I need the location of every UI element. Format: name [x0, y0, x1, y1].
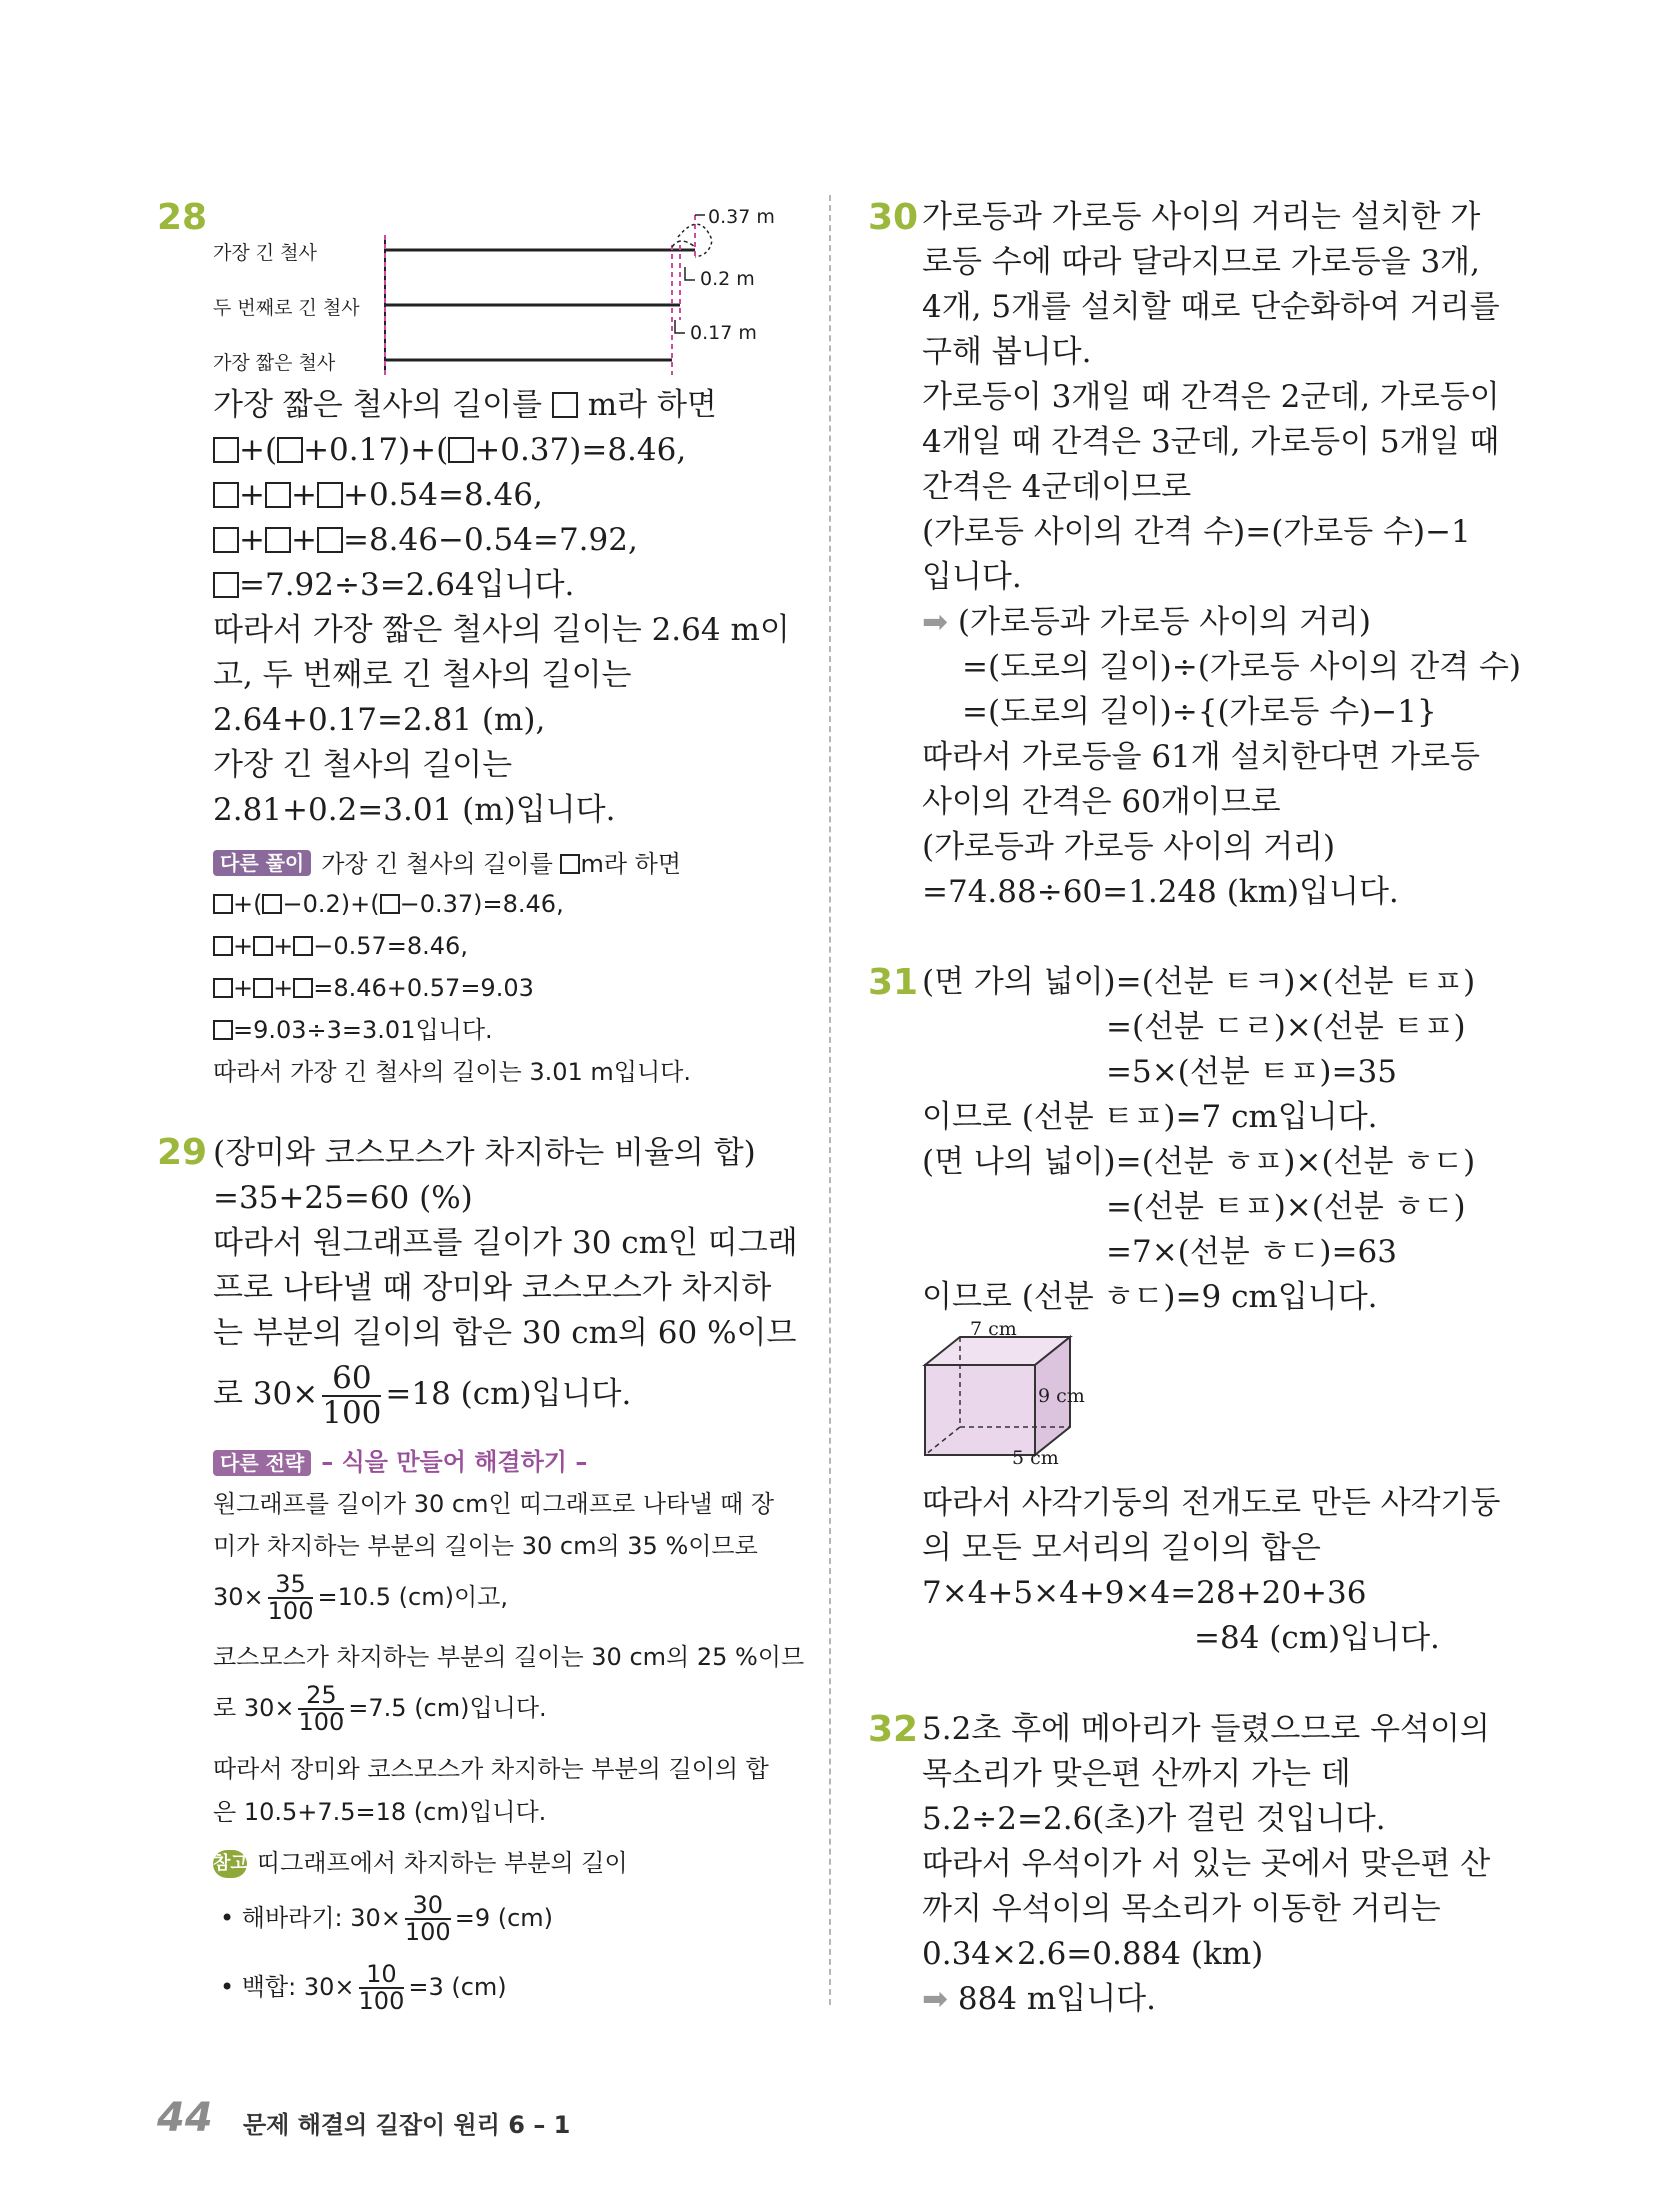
column-divider	[829, 195, 831, 2005]
solution-line: 는 부분의 길이의 합은 30 cm의 60 %이므	[213, 1315, 797, 1351]
denominator: 100	[358, 1987, 405, 2016]
solution-line: 따라서 원그래프를 길이가 30 cm인 띠그래	[213, 1225, 798, 1261]
text: =8.46+0.57=9.03	[313, 974, 534, 1002]
blank-box	[213, 437, 239, 463]
fraction	[405, 1893, 451, 1945]
solution-line: 로등 수에 따라 달라지므로 가로등을 3개,	[922, 244, 1480, 280]
denominator: 100	[322, 1394, 382, 1431]
text: =10.5 (cm)이고,	[317, 1583, 508, 1612]
alt-line: + + −0.57=8.46,	[213, 934, 468, 958]
solution-line: 목소리가 맞은편 산까지 가는 데	[922, 1756, 1351, 1792]
solution-line: 따라서 사각기둥의 전개도로 만든 사각기둥	[922, 1485, 1501, 1521]
strategy-line: 원그래프를 길이가 30 cm인 띠그래프로 나타낼 때 장	[213, 1490, 775, 1518]
text: −0.57=8.46,	[313, 932, 468, 960]
solution-line: (면 나의 넓이)=(선분 ㅎㅍ)×(선분 ㅎㄷ)	[922, 1144, 1476, 1180]
text: =8.46−0.54=7.92,	[342, 522, 638, 558]
prism-right-label: 9 cm	[1038, 1385, 1085, 1407]
solution-line: =(도로의 길이)÷(가로등 사이의 간격 수)	[962, 649, 1521, 685]
numerator: 25	[298, 1683, 344, 1710]
blank-box	[317, 527, 343, 553]
solution-line: 가로등이 3개일 때 간격은 2군데, 가로등이	[922, 379, 1500, 415]
strategy-line: 코스모스가 차지하는 부분의 길이는 30 cm의 25 %이므	[213, 1643, 805, 1671]
solution-line: =7×(선분 ㅎㄷ)=63	[1106, 1234, 1397, 1270]
solution-line: 이므로 (선분 ㅌㅍ)=7 cm입니다.	[922, 1099, 1378, 1135]
solution-line: 5.2÷2=2.6(초)가 걸린 것입니다.	[922, 1801, 1386, 1837]
solution-line: 가로등과 가로등 사이의 거리는 설치한 가	[922, 199, 1481, 235]
solution-line: (면 가의 넓이)=(선분 ㅌㅋ)×(선분 ㅌㅍ)	[922, 964, 1476, 1000]
solution-line: (가로등과 가로등 사이의 거리)	[922, 829, 1336, 865]
solution-line: 따라서 가장 짧은 철사의 길이는 2.64 m이	[213, 612, 790, 648]
solution-line: =74.88÷60=1.248 (km)입니다.	[922, 874, 1399, 910]
label-longest-wire: 가장 긴 철사	[213, 242, 317, 264]
reference-line	[220, 1893, 553, 1945]
strategy-title: – 식을 만들어 해결하기 –	[321, 1448, 588, 1476]
problem-number: 30	[868, 197, 919, 238]
text: 띠그래프에서 차지하는 부분의 길이	[257, 1849, 628, 1877]
blank-box	[265, 527, 291, 553]
alt-line	[213, 1018, 493, 1042]
arrow-right-icon: ➡	[922, 604, 948, 640]
solution-line: =(선분 ㅌㅍ)×(선분 ㅎㄷ)	[1106, 1189, 1466, 1225]
solution-line	[213, 1362, 631, 1429]
numerator: 35	[268, 1572, 314, 1599]
blank-box	[262, 894, 282, 914]
book-title: 문제 해결의 길잡이 원리 6 – 1	[243, 2111, 571, 2139]
solution-line: 7×4+5×4+9×4=28+20+36	[922, 1575, 1367, 1611]
blank-box	[317, 482, 343, 508]
reference-line	[220, 1962, 507, 2014]
problem-number: 29	[157, 1132, 208, 1173]
solution-line: 고, 두 번째로 긴 철사의 길이는	[213, 657, 632, 693]
solution-line: 2.64+0.17=2.81 (m),	[213, 702, 546, 738]
strategy-badge: 다른 전략	[213, 1450, 311, 1476]
prism-top-label: 7 cm	[970, 1318, 1017, 1340]
arrow-right-icon: ➡	[922, 1981, 948, 2017]
page-number: 44	[157, 2095, 213, 2141]
blank-box	[380, 894, 400, 914]
solution-line: 5.2초 후에 메아리가 들렸으므로 우석이의	[922, 1711, 1490, 1747]
solution-line: =84 (cm)입니다.	[1194, 1620, 1440, 1656]
solution-line: 의 모든 모서리의 길이의 합은	[922, 1530, 1321, 1566]
text: 로 30×	[213, 1376, 319, 1413]
solution-line: 까지 우석이의 목소리가 이동한 거리는	[922, 1891, 1441, 1927]
solution-line: 4개, 5개를 설치할 때로 단순화하여 거리를	[922, 289, 1500, 325]
label-shortest-wire: 가장 짧은 철사	[213, 352, 336, 374]
label-second-wire: 두 번째로 긴 철사	[213, 297, 360, 319]
solution-line: =5×(선분 ㅌㅍ)=35	[1106, 1054, 1397, 1090]
blank-box	[213, 527, 239, 553]
blank-box	[277, 437, 303, 463]
text: 로 30×	[213, 1694, 295, 1723]
numerator: 10	[359, 1962, 405, 1989]
reference-header	[213, 1850, 628, 1878]
text: m라 하면	[580, 850, 681, 878]
text: +0.17)+(	[303, 432, 449, 468]
solution-line	[213, 432, 687, 468]
blank-box	[265, 482, 291, 508]
solution-line: =35+25=60 (%)	[213, 1180, 473, 1216]
text: =7.5 (cm)입니다.	[348, 1694, 547, 1723]
alt-line: +( −0.2)+( −0.37)=8.46,	[213, 892, 564, 916]
text: =9.03÷3=3.01입니다.	[233, 1016, 493, 1044]
blank-box	[213, 1020, 233, 1040]
alt-solution-badge: 다른 풀이	[213, 850, 311, 876]
solution-line: =(도로의 길이)÷{(가로등 수)−1}	[962, 694, 1437, 730]
blank-box	[213, 482, 239, 508]
blank-box	[213, 978, 233, 998]
fraction	[298, 1683, 344, 1735]
text: +0.54=8.46,	[342, 477, 543, 513]
fraction	[322, 1362, 381, 1429]
solution-line	[213, 387, 717, 423]
solution-line	[922, 604, 1371, 640]
text: =9 (cm)	[454, 1904, 554, 1933]
solution-line: 사이의 간격은 60개이므로	[922, 784, 1281, 820]
fraction	[268, 1572, 314, 1624]
solution-line: 따라서 우석이가 서 있는 곳에서 맞은편 산	[922, 1846, 1491, 1882]
text: (가로등과 가로등 사이의 거리)	[957, 604, 1371, 640]
blank-box	[213, 894, 233, 914]
solution-line: 가장 긴 철사의 길이는	[213, 747, 513, 783]
alt-line: + + =8.46+0.57=9.03	[213, 976, 534, 1000]
numerator: 60	[322, 1362, 381, 1397]
denominator: 100	[404, 1918, 451, 1947]
solution-line: 4개일 때 간격은 3군데, 가로등이 5개일 때	[922, 424, 1500, 460]
text: 30×	[213, 1583, 264, 1612]
text: +(	[239, 432, 278, 468]
text: +0.37)=8.46,	[474, 432, 687, 468]
problem-number: 32	[868, 1709, 919, 1750]
text: =7.92÷3=2.64입니다.	[239, 567, 575, 603]
solution-line: 0.34×2.6=0.884 (km)	[922, 1936, 1264, 1972]
solution-line: + + =8.46−0.54=7.92,	[213, 525, 638, 556]
strategy-line: 따라서 장미와 코스모스가 차지하는 부분의 길이의 합	[213, 1755, 769, 1783]
text: 가장 짧은 철사의 길이를	[213, 387, 543, 423]
blank-box	[552, 392, 578, 418]
solution-line: (가로등 사이의 간격 수)=(가로등 수)−1	[922, 514, 1471, 550]
solution-line	[922, 1981, 1156, 2017]
prism-bottom-label: 5 cm	[1012, 1447, 1059, 1469]
denominator: 100	[267, 1597, 314, 1626]
solution-line: 이므로 (선분 ㅎㄷ)=9 cm입니다.	[922, 1279, 1378, 1315]
blank-box	[448, 437, 474, 463]
solution-line: 간격은 4군데이므로	[922, 469, 1192, 505]
diff-label-1: 0.37 m	[708, 206, 775, 228]
blank-box	[253, 978, 273, 998]
solution-line: 입니다.	[922, 559, 1022, 595]
solution-line: 프로 나타낼 때 장미와 코스모스가 차지하	[213, 1270, 772, 1306]
problem-number: 28	[157, 197, 208, 238]
blank-box	[293, 978, 313, 998]
diff-label-2: 0.2 m	[700, 268, 755, 290]
blank-box	[293, 936, 313, 956]
reference-badge: 참고	[213, 1850, 247, 1878]
text: −0.2)+(	[282, 890, 380, 918]
strategy-line	[213, 1683, 547, 1735]
blank-box	[213, 572, 239, 598]
text: • 백합: 30×	[220, 1973, 355, 2002]
alt-line: 따라서 가장 긴 철사의 길이는 3.01 m입니다.	[213, 1058, 691, 1086]
numerator: 30	[405, 1893, 451, 1920]
fraction	[359, 1962, 405, 2014]
strategy-line: 미가 차지하는 부분의 길이는 30 cm의 35 %이므로	[213, 1532, 758, 1560]
strategy-line: 은 10.5+7.5=18 (cm)입니다.	[213, 1798, 547, 1826]
alt-solution-header	[213, 850, 681, 876]
text: m라 하면	[587, 387, 717, 423]
text: −0.37)=8.46,	[399, 890, 564, 918]
denominator: 100	[298, 1708, 345, 1737]
text: =18 (cm)입니다.	[385, 1376, 632, 1413]
diff-label-3: 0.17 m	[690, 322, 757, 344]
solution-line: 따라서 가로등을 61개 설치한다면 가로등	[922, 739, 1480, 775]
solution-line: + + +0.54=8.46,	[213, 480, 543, 511]
blank-box	[560, 854, 580, 874]
blank-box	[253, 936, 273, 956]
text: 884 m입니다.	[957, 1981, 1156, 2017]
problem-number: 31	[868, 962, 919, 1003]
solution-line: 2.81+0.2=3.01 (m)입니다.	[213, 792, 616, 828]
strategy-line	[213, 1572, 508, 1624]
solution-line: (장미와 코스모스가 차지하는 비율의 합)	[213, 1135, 756, 1171]
text: =3 (cm)	[408, 1973, 507, 2002]
text: 가장 긴 철사의 길이를	[321, 850, 553, 878]
strategy-header	[213, 1450, 587, 1476]
blank-box	[213, 936, 233, 956]
solution-line	[213, 567, 575, 603]
text: • 해바라기: 30×	[220, 1904, 401, 1933]
solution-line: =(선분 ㄷㄹ)×(선분 ㅌㅍ)	[1106, 1009, 1466, 1045]
solution-line: 구해 봅니다.	[922, 334, 1092, 370]
